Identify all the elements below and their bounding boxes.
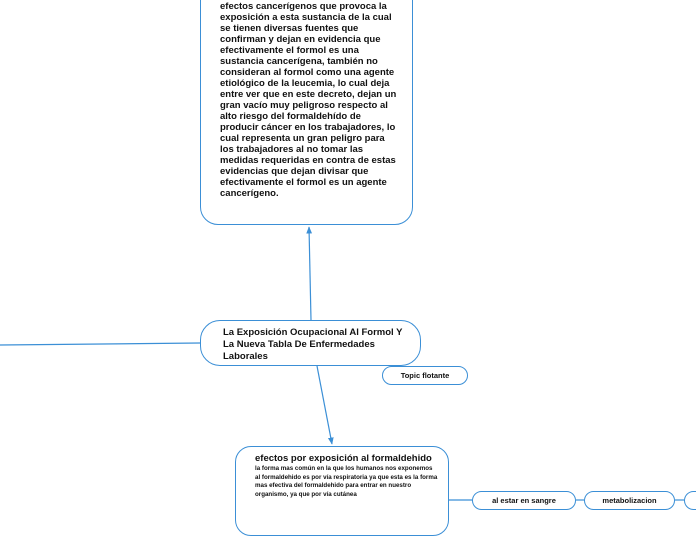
floating-topic[interactable]	[382, 366, 468, 385]
subtopic-metabolization-text: metabolizacion	[602, 496, 657, 505]
central-topic[interactable]	[200, 320, 421, 366]
link-central-to-left	[0, 343, 200, 345]
central-topic-text: La Exposición Ocupacional Al Formol Y La Nueva Tabla De Enfermedades Laborales	[223, 327, 403, 362]
subtopic-in-blood-text: al estar en sangre	[492, 496, 556, 505]
link-central-to-top	[309, 227, 311, 320]
subtopic-in-blood[interactable]	[472, 491, 576, 510]
topic-exposure-effects[interactable]	[235, 446, 449, 536]
topic-exposure-effects-body: la forma mas común en la que los humanos nos exponemos al formaldehido es por vía respiratoria ya que esta es la forma mas efectiva del formaldehido para entrar en nuestro organismo, ya que por vía cutánea	[255, 465, 438, 498]
subtopic-offscreen[interactable]	[684, 491, 696, 510]
floating-topic-text: Topic flotante	[400, 371, 450, 380]
topic-carcinogenic-effects-text: efectos cancerígenos que provoca la exposición a esta sustancia de la cual se tienen diversas fuentes que confirman y dejan en evidencia que efectivamente el formol es una sustancia cancerígena, también no consideran al formol como una agente etiológico de la leucemia, lo cual deja entre ver que en este decreto, dejan un gran vacío muy peligroso respecto al alto riesgo del formaldehído de producir cáncer en los trabajadores, lo cual representa un gran peligro para los trabajadores al no tomar las medidas requeridas en contra de estas evidencias que dejan divisar que efectivamente el formol es un agente cancerígeno.	[220, 1, 397, 199]
topic-exposure-effects-title: efectos por exposición al formaldehido	[255, 453, 432, 464]
link-central-to-bottom	[317, 366, 332, 444]
topic-carcinogenic-effects[interactable]	[200, 0, 413, 225]
subtopic-metabolization[interactable]	[584, 491, 675, 510]
